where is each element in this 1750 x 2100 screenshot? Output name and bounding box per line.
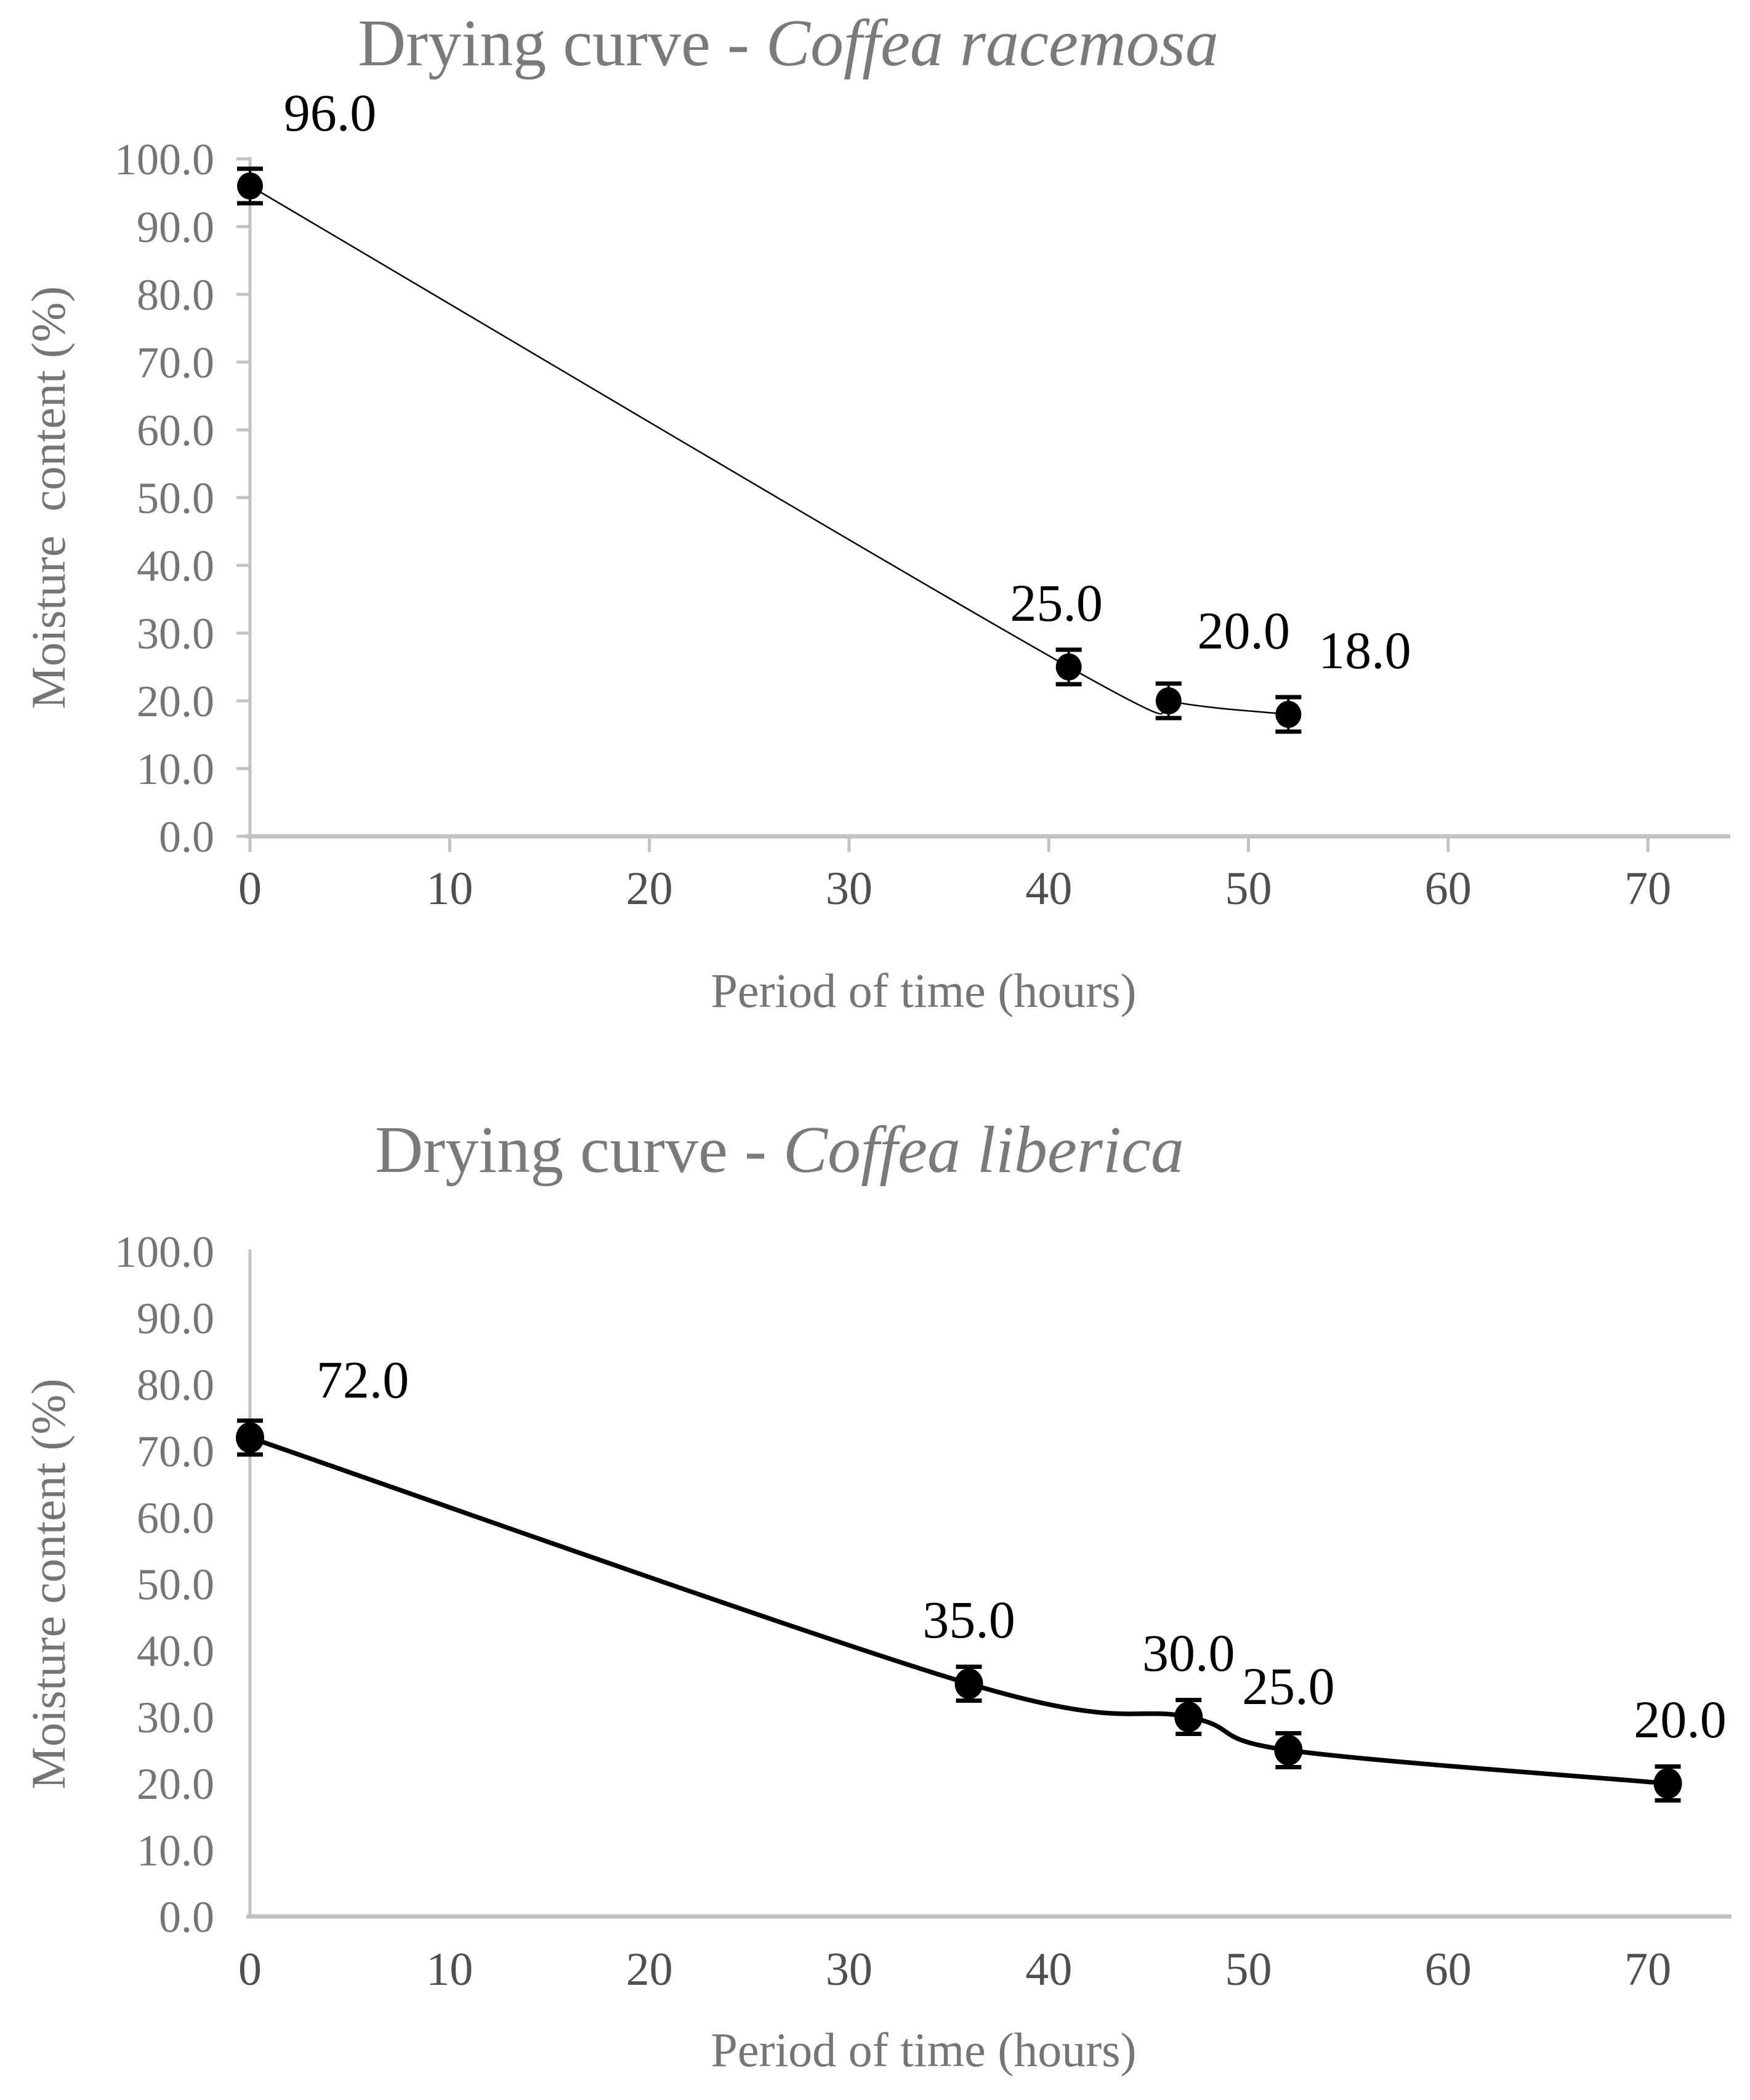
- y-tick-label: 100.0: [115, 1227, 214, 1277]
- chart-racemosa: [22, 7, 1730, 1017]
- y-axis-title-racemosa: Moisture content (%): [22, 286, 75, 709]
- chart-title-liberica: Drying curve - Coffea liberica: [375, 1113, 1184, 1187]
- x-axis-title-liberica: Period of time (hours): [711, 2023, 1137, 2077]
- y-tick-label: 30.0: [137, 609, 214, 658]
- data-point-marker: [1654, 1768, 1682, 1799]
- series-racemosa: [237, 83, 1411, 732]
- x-tick-label: 40: [1025, 1944, 1073, 1995]
- x-tick-label: 50: [1225, 1944, 1272, 1995]
- data-point-label: 96.0: [283, 83, 377, 142]
- data-point-label: 25.0: [1242, 1657, 1335, 1716]
- data-point-label: 35.0: [922, 1590, 1015, 1649]
- y-tick-label: 90.0: [137, 203, 214, 252]
- y-tick-label: 60.0: [137, 1493, 214, 1543]
- series-liberica: [236, 1350, 1727, 1800]
- y-tick-label: 80.0: [137, 1360, 214, 1410]
- x-tick-label: 10: [426, 863, 474, 915]
- y-tick-label: 0.0: [159, 1892, 214, 1942]
- data-point-label: 30.0: [1142, 1623, 1235, 1682]
- x-tick-label: 60: [1424, 1944, 1472, 1995]
- x-tick-label: 60: [1424, 863, 1472, 915]
- y-tick-label: 40.0: [137, 1626, 214, 1676]
- y-axis-title-liberica: Moisture content (%): [22, 1378, 75, 1790]
- x-tick-label: 20: [626, 863, 673, 915]
- series-curve: [250, 186, 1288, 714]
- data-point-label: 20.0: [1634, 1690, 1727, 1749]
- y-tick-label: 50.0: [137, 1560, 214, 1609]
- data-point-label: 25.0: [1010, 573, 1103, 632]
- y-tick-label: 90.0: [137, 1294, 214, 1343]
- data-point-marker: [1156, 687, 1182, 714]
- chart-title-species-racemosa: Coffea racemosa: [765, 7, 1219, 80]
- y-tick-label: 20.0: [137, 677, 214, 726]
- data-point-marker: [237, 172, 263, 200]
- y-tick-label: 60.0: [137, 406, 214, 455]
- x-axis-title-racemosa: Period of time (hours): [711, 964, 1137, 1017]
- data-point-marker: [1174, 1702, 1203, 1732]
- data-point-marker: [1056, 653, 1082, 680]
- x-tick-label: 70: [1624, 1944, 1672, 1995]
- y-tick-label: 100.0: [115, 135, 214, 184]
- data-point-label: 18.0: [1318, 621, 1411, 680]
- data-point-label: 20.0: [1197, 601, 1291, 660]
- x-tick-label: 30: [825, 863, 873, 915]
- y-tick-label: 40.0: [137, 541, 214, 591]
- y-tick-label: 10.0: [137, 1826, 214, 1875]
- data-point-marker: [954, 1668, 983, 1699]
- y-tick-label: 10.0: [137, 745, 214, 794]
- x-tick-label: 0: [238, 1944, 262, 1995]
- data-point-marker: [236, 1422, 264, 1453]
- chart-liberica: [22, 1113, 1732, 2077]
- y-tick-label: 50.0: [137, 474, 214, 523]
- x-tick-label: 40: [1025, 863, 1073, 915]
- x-tick-label: 0: [238, 863, 262, 915]
- chart-title-species-liberica: Coffea liberica: [783, 1113, 1184, 1187]
- y-tick-label: 30.0: [137, 1693, 214, 1742]
- x-tick-label: 10: [426, 1944, 474, 1995]
- y-tick-label: 70.0: [137, 1427, 214, 1476]
- axes-racemosa: [115, 135, 1730, 915]
- chart-title-racemosa: Drying curve - Coffea racemosa: [358, 7, 1219, 80]
- data-point-marker: [1275, 701, 1301, 728]
- data-point-marker: [1274, 1735, 1302, 1766]
- y-tick-label: 0.0: [159, 812, 214, 862]
- x-tick-label: 20: [626, 1944, 673, 1995]
- x-tick-label: 30: [825, 1944, 873, 1995]
- y-tick-label: 80.0: [137, 270, 214, 320]
- y-tick-label: 20.0: [137, 1759, 214, 1809]
- x-tick-label: 70: [1624, 863, 1672, 915]
- data-point-label: 72.0: [316, 1350, 409, 1410]
- y-tick-label: 70.0: [137, 338, 214, 387]
- x-tick-label: 50: [1225, 863, 1272, 915]
